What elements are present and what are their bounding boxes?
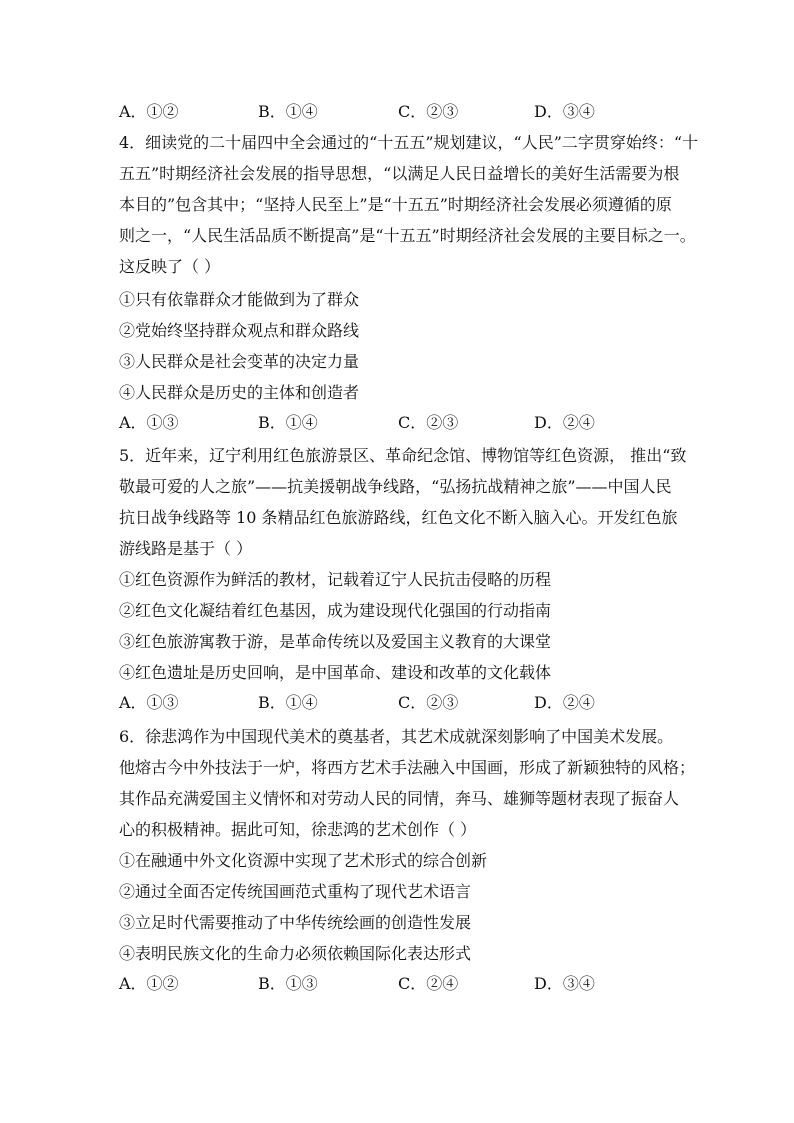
q4-statement: ①只有依靠群众才能做到为了群众 <box>119 290 360 309</box>
q5-statement: ④红色遗址是历史回响，是中国革命、建设和改革的文化载体 <box>119 663 552 682</box>
q6-option-b: B．①③ <box>258 974 318 993</box>
q4-statement: ③人民群众是社会变革的决定力量 <box>119 352 360 371</box>
q4-stem-line: 五五”时期经济社会发展的指导思想，“以满足人民日益增长的美好生活需要为根 <box>119 164 680 183</box>
q4-options <box>119 412 719 434</box>
q5-statement: ②红色文化凝结着红色基因，成为建设现代化强国的行动指南 <box>119 601 552 620</box>
q4-option-c: C．②③ <box>398 413 459 432</box>
q4-stem-line: 4．细读党的二十届四中全会通过的“十五五”规划建议，“人民”二字贯穿始终：“十 <box>119 133 699 152</box>
q4-statement: ④人民群众是历史的主体和创造者 <box>119 383 360 402</box>
q5-stem-line: 敬最可爱的人之旅”——抗美援朝战争线路，“弘扬抗战精神之旅”——中国人民 <box>119 477 672 496</box>
q3-options <box>119 101 719 123</box>
q4-stem-line: 本目的”包含其中；“坚持人民至上”是“十五五”时期经济社会发展必须遵循的原 <box>119 195 672 214</box>
q6-statement: ④表明民族文化的生命力必须依赖国际化表达形式 <box>119 944 472 963</box>
q6-stem-line: 6．徐悲鸿作为中国现代美术的奠基者，其艺术成就深刻影响了中国美术发展。 <box>119 727 674 746</box>
q5-stem-line: 抗日战争线路等 10 条精品红色旅游路线，红色文化不断入脑入心。开发红色旅 <box>119 508 678 527</box>
q5-statement: ①红色资源作为鲜活的教材，记载着辽宁人民抗击侵略的历程 <box>119 570 552 589</box>
q6-stem-line: 他熔古今中外技法于一炉，将西方艺术手法融入中国画，形成了新颖独特的风格； <box>119 758 696 777</box>
q4-option-d: D．②④ <box>534 413 595 432</box>
q3-option-d: D．③④ <box>534 102 595 121</box>
q6-option-d: D．③④ <box>534 974 595 993</box>
q5-stem-line: 游线路是基于（ ） <box>119 539 253 558</box>
q5-options <box>119 692 719 714</box>
q6-option-c: C．②④ <box>398 974 459 993</box>
q3-option-b: B．①④ <box>258 102 318 121</box>
q6-statement: ①在融通中外文化资源中实现了艺术形式的综合创新 <box>119 851 488 870</box>
q5-option-d: D．②④ <box>534 693 595 712</box>
q5-option-a: A．①③ <box>119 693 179 712</box>
q3-option-c: C．②③ <box>398 102 459 121</box>
q4-statement: ②党始终坚持群众观点和群众路线 <box>119 321 360 340</box>
q4-option-a: A．①③ <box>119 413 179 432</box>
q6-options <box>119 973 719 995</box>
q3-option-a: A．①② <box>119 102 179 121</box>
q4-option-b: B．①④ <box>258 413 318 432</box>
q6-statement: ②通过全面否定传统国画范式重构了现代艺术语言 <box>119 882 472 901</box>
q4-stem-line: 则之一，“人民生活品质不断提高”是“十五五”时期经济社会发展的主要目标之一。 <box>119 226 696 245</box>
q4-stem-line: 这反映了（ ） <box>119 257 221 276</box>
q6-statement: ③立足时代需要推动了中华传统绘画的创造性发展 <box>119 913 472 932</box>
q6-option-a: A．①② <box>119 974 179 993</box>
q6-stem-line: 心的积极精神。据此可知，徐悲鸿的艺术创作（ ） <box>119 820 477 839</box>
q5-option-c: C．②③ <box>398 693 459 712</box>
q5-stem-line: 5．近年来，辽宁利用红色旅游景区、革命纪念馆、博物馆等红色资源， 推出“致 <box>119 446 687 465</box>
q6-stem-line: 其作品充满爱国主义情怀和对劳动人民的同情，奔马、雄狮等题材表现了振奋人 <box>119 789 680 808</box>
q5-option-b: B．①④ <box>258 693 318 712</box>
q5-statement: ③红色旅游寓教于游，是革命传统以及爱国主义教育的大课堂 <box>119 632 552 651</box>
